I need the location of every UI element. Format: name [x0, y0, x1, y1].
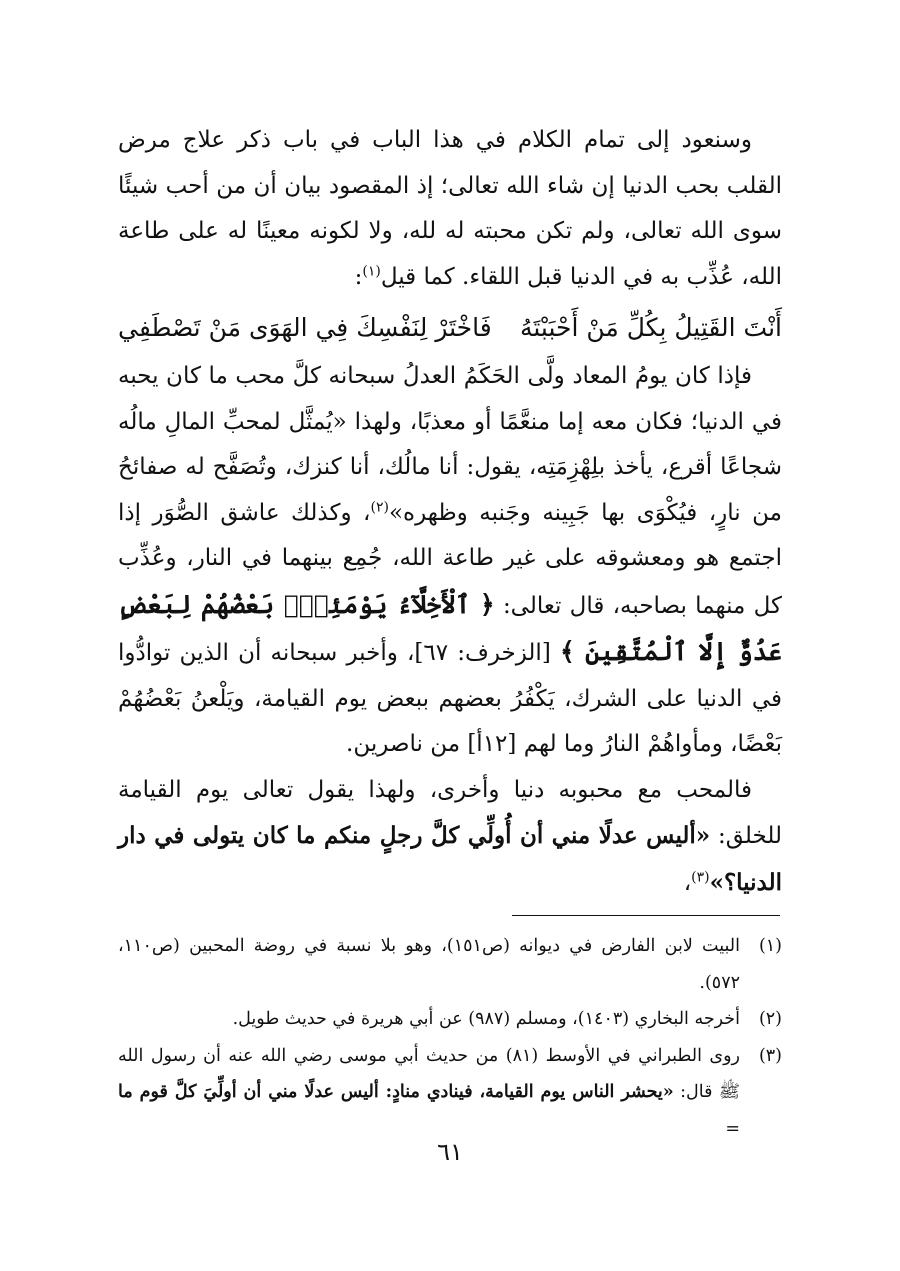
paragraph-1	[118, 118, 782, 300]
paragraph-3	[118, 768, 782, 907]
paragraph-1-end: :	[354, 263, 363, 290]
paragraph-1-text: وسنعود إلى تمام الكلام في هذا الباب في باب ذكر علاج مرض القلب بحب الدنيا إن شاء الله تعالى؛ إذ المقصود بيان أن من أحب شيئًا سوى الله تعالى، ولم تكن محبته له لله، ولا لكونه معينًا له على طاعة الله، عُذِّب به في الدنيا قبل اللقاء. كما قيل	[118, 127, 782, 290]
footnote-continuation-mark: =	[725, 1118, 740, 1139]
footnote-text	[118, 1038, 740, 1148]
paragraph-2-text-b: ، وكذلك عاشق الصُّوَر إذا اجتمع هو ومعشوقه على غير طاعة الله، جُمِع بينهما في النار، وعُذِّب كل منهما بصاحبه، قال تعالى:	[118, 499, 782, 619]
footnote-number: (١)	[758, 936, 782, 956]
quran-verse: ﴿ ٱلْأَخِلَّآءُ يَوْمَئِذٍۭ بَعْضُهُمْ لِبَعْضٍ عَدُوٌّ إِلَّا ٱلْمُتَّقِينَ ﴾	[118, 589, 783, 666]
verse-second-hemistich: فَاخْتَرْ لِنَفْسِكَ فِي الهَوَى مَنْ تَصْطَفِي	[118, 313, 492, 342]
footnote-2	[118, 1001, 782, 1038]
paragraph-3-hadith: «أليس عدلًا مني أن أُولِّي كلَّ رجلٍ منكم ما كان يتولى في دار الدنيا؟»	[118, 822, 782, 896]
poem-verse	[118, 302, 782, 354]
footnote-3-hadith: «يحشر الناس يوم القيامة، فينادي منادٍ: أليس عدلًا مني أن أولِّيَ كلَّ قوم ما	[118, 1082, 674, 1102]
footnote-text: أخرجه البخاري (١٤٠٣)، ومسلم (٩٨٧) عن أبي هريرة في حديث طويل.	[232, 1009, 740, 1029]
verse-first-hemistich: أَنْتَ القَتِيلُ بِكُلِّ مَنْ أَحْبَبْتَهُ	[519, 313, 782, 342]
footnote-text: البيت لابن الفارض في ديوانه (ص١٥١)، وهو بلا نسبة في روضة المحبين (ص١١٠، ٥٧٢).	[118, 936, 740, 993]
paragraph-2-text-c: [الزخرف: ٦٧]، وأخبر سبحانه أن الذين توادُّوا في الدنيا على الشرك، يَكْفُرُ بعضهم ببعض يوم القيامة، ويَلْعنُ بَعْضُهُمْ بَعْضًا، ومأواهُمْ النارُ وما لهم [١٢أ] من ناصرين.	[118, 640, 782, 757]
paragraph-2-text-a: فإذا كان يومُ المعاد ولَّى الحَكَمُ العدلُ سبحانه كلَّ محب ما كان يحبه في الدنيا؛ فكان معه إما منعَّمًا أو معذبًا، ولهذا «يُمثَّل لمحبِّ المالِ مالُه شجاعًا أقرع، يأخذ بلِهْزِمَتِه، يقول: أنا مالُك، أنا كنزك، وتُصَفَّح له صفائحُ من نارٍ، فيُكْوَى بها جَبِينه وجَنبه وظهره»	[118, 363, 782, 526]
footnotes	[118, 928, 782, 1147]
footnote-number: (٢)	[758, 1009, 782, 1029]
paragraph-3-text: فالمحب مع محبوبه دنيا وأخرى، ولهذا يقول تعالى يوم القيامة للخلق:	[118, 776, 782, 849]
footnote-3-text-b: ﷺ قال:	[680, 1082, 741, 1102]
footnote-number: (٣)	[758, 1045, 782, 1066]
footnote-3	[118, 1038, 782, 1148]
paragraph-3-end: ،	[683, 869, 692, 896]
paragraph-2	[118, 354, 782, 768]
footnote-3-text: روى الطبراني في الأوسط (٨١) من حديث أبي موسى رضي الله عنه أن رسول الله	[118, 1045, 740, 1066]
footnote-1	[118, 928, 782, 1001]
page-number: ٦١	[437, 1138, 463, 1166]
footnote-ref-2[interactable]: (٢)	[370, 498, 389, 515]
main-text	[118, 118, 782, 906]
footnote-divider	[512, 915, 780, 916]
footnote-ref-3[interactable]: (٣)	[691, 868, 710, 885]
footnote-ref-1[interactable]: (١)	[362, 262, 381, 279]
